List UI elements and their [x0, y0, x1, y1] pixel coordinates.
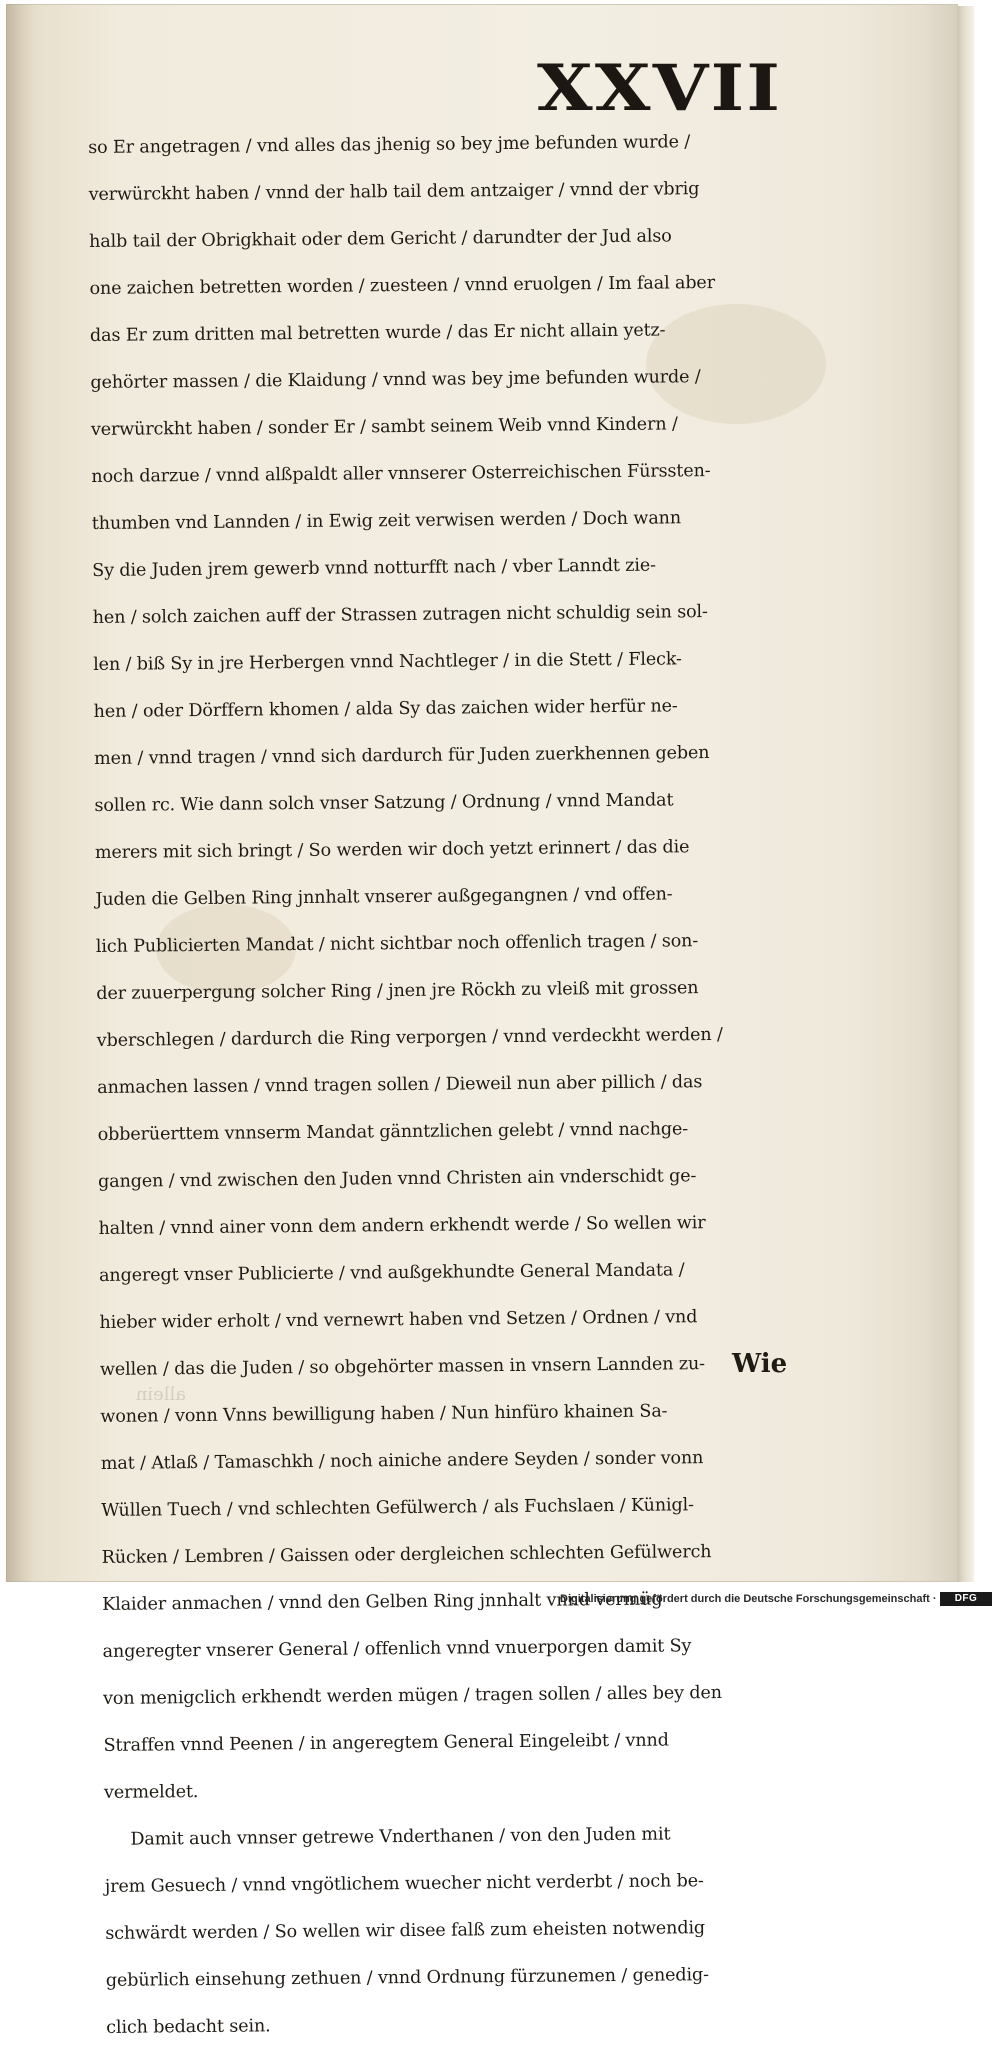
- text-line: verwürckht haben / vnnd der halb tail dem antzaiger / vnnd der vbrig: [88, 179, 700, 205]
- text-line: thumben vnd Lannden / in Ewig zeit verwisen werden / Doch wann: [91, 508, 682, 534]
- text-line: gehörter massen / die Klaidung / vnnd was bey jme befunden wurde /: [90, 367, 701, 393]
- text-line: Rücken / Lembren / Gaissen oder dergleichen schlechten Gefülwerch: [101, 1542, 712, 1568]
- text-line: der zuuerpergung solcher Ring / jnen jre Röckh zu vleiß mit grossen: [96, 978, 699, 1004]
- text-line: vermeldet.: [103, 1782, 199, 1803]
- text-line: len / biß Sy in jre Herbergen vnnd Nachtleger / in die Stett / Fleck-: [93, 649, 682, 675]
- text-line: anmachen lassen / vnnd tragen sollen / Dieweil nun aber pillich / das: [97, 1072, 703, 1098]
- text-line: von menigclich erkhendt werden mügen / tragen sollen / alles bey den: [102, 1682, 722, 1709]
- text-line: sollen rc. Wie dann solch vnser Satzung / Ordnung / vnnd Mandat: [94, 790, 674, 816]
- text-line: vberschlegen / dardurch die Ring verporgen / vnnd verdeckht werden /: [96, 1024, 723, 1051]
- text-line: halten / vnnd ainer vonn dem andern erkhendt werde / So wellen wir: [98, 1213, 706, 1239]
- text-line: men / vnnd tragen / vnnd sich dardurch für Juden zuerkhennen geben: [93, 743, 710, 769]
- text-line: halb tail der Obrigkhait oder dem Gericht / darundter der Jud also: [88, 226, 672, 252]
- text-line: Sy die Juden jrem gewerb vnnd notturfft nach / vber Lanndt zie-: [92, 555, 656, 581]
- dfg-logo: DFG: [940, 1592, 992, 1606]
- text-line: mat / Atlaß / Tamaschkh / noch ainiche andere Seyden / sonder vonn: [100, 1448, 704, 1474]
- text-line: hen / oder Dörffern khomen / alda Sy das zaichen wider herfür ne-: [93, 696, 678, 722]
- text-line: angeregter vnserer General / offenlich vnnd vnuerporgen damit Sy: [102, 1636, 692, 1662]
- text-line: noch darzue / vnnd alßpaldt aller vnnserer Osterreichischen Fürssten-: [91, 461, 711, 487]
- paragraph-line: clich bedacht sein.: [106, 2016, 271, 2038]
- text-line: hen / solch zaichen auff der Strassen zutragen nicht schuldig sein sol-: [92, 602, 708, 628]
- text-line: Wüllen Tuech / vnd schlechten Gefülwerch / als Fuchslaen / Künigl-: [101, 1495, 694, 1521]
- text-line: wonen / vonn Vnns bewilligung haben / Nun hinfüro khainen Sa-: [100, 1401, 668, 1427]
- text-line: Juden die Gelben Ring jnnhalt vnserer außgegangnen / vnd offen-: [95, 884, 673, 910]
- text-line: obberüerttem vnnserm Mandat gänntzlichen gelebt / vnnd nachge-: [97, 1119, 689, 1145]
- folio-number: XXVII: [537, 51, 783, 126]
- text-line: one zaichen betretten worden / zuesteen / vnnd eruolgen / Im faal aber: [89, 272, 716, 299]
- text-line: das Er zum dritten mal betretten wurde / das Er nicht allain yetz-: [89, 320, 666, 346]
- paragraph-line: schwärdt werden / So wellen wir disee falß zum eheisten notwendig: [105, 1918, 706, 1944]
- text-line: wellen / das die Juden / so obgehörter massen in vnsern Lannden zu-: [99, 1354, 706, 1380]
- digitization-credit: Digitalisierung gefördert durch die Deutsche Forschungsgemeinschaft ·: [560, 1593, 937, 1605]
- page-gutter-shadow: [6, 4, 34, 1582]
- text-line: gangen / vnd zwischen den Juden vnnd Christen ain vnderschidt ge-: [98, 1166, 697, 1192]
- paragraph-line: gebürlich einsehung zethuen / vnnd Ordnung fürzunemen / genedig-: [105, 1965, 709, 1991]
- text-line: Straffen vnnd Peenen / in angeregtem General Eingeleibt / vnnd: [103, 1730, 669, 1756]
- text-line: so Er angetragen / vnd alles das jhenig so bey jme befunden wurde /: [88, 132, 691, 158]
- text-line: angeregt vnser Publicierte / vnd außgekhundte General Mandata /: [98, 1260, 685, 1286]
- text-line: merers mit sich bringt / So werden wir doch yetzt erinnert / das die: [94, 837, 690, 863]
- catchword: Wie: [732, 1349, 788, 1379]
- text-line: Klaider anmachen / vnnd den Gelben Ring jnnhalt vnnd vermüg: [102, 1589, 663, 1615]
- text-line: verwürckht haben / sonder Er / sambt seinem Weib vnnd Kindern /: [90, 414, 678, 440]
- bleed-through-text: allein: [135, 1384, 186, 1405]
- page-edge: [958, 6, 974, 1582]
- text-line: lich Publicierten Mandat / nicht sichtbar noch offenlich tragen / son-: [95, 931, 699, 957]
- paragraph-line: jrem Gesuech / vnnd vngötlichem wuecher nicht verderbt / noch be-: [104, 1871, 704, 1897]
- paragraph-line: Damit auch vnnser getrewe Vnderthanen / von den Juden mit: [130, 1824, 671, 1850]
- text-line: hieber wider erholt / vnd vernewrt haben vnd Setzen / Ordnen / vnd: [99, 1307, 698, 1333]
